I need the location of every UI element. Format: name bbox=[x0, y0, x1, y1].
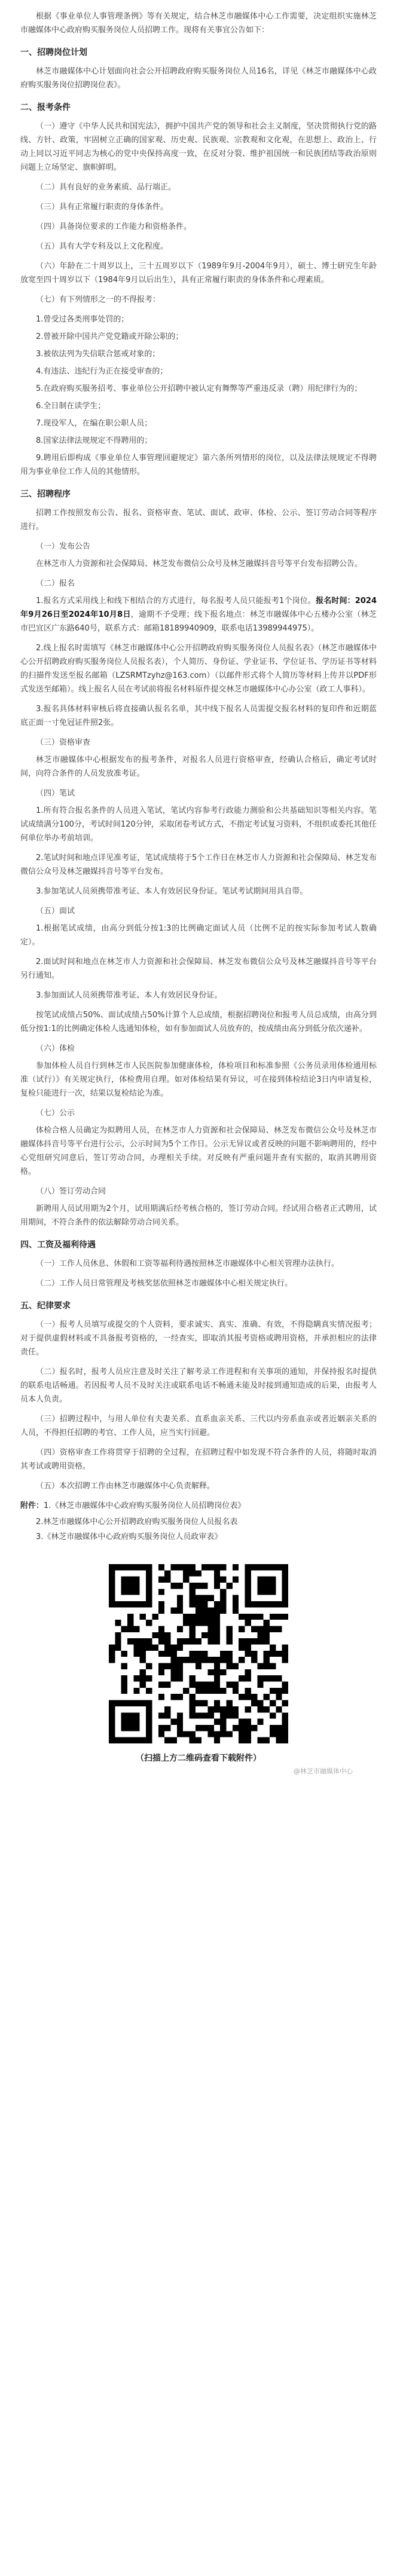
section bbox=[20, 100, 377, 479]
paragraph: （五）具有大学专科及以上文化程度。 bbox=[36, 242, 169, 251]
list-item: 1.曾受过各类刑事处罚的； bbox=[36, 315, 129, 324]
qr-code-icon[interactable] bbox=[109, 1564, 288, 1743]
section-heading: 三、招聘程序 bbox=[20, 489, 71, 499]
intro-paragraph: 根据《事业单位人事管理条例》等有关规定，结合林芝市融媒体中心工作需要，决定组织实施林芝市融媒体中心政府购买服务岗位人员招聘工作。现将有关事宜公告如下： bbox=[20, 12, 377, 35]
list-item: 6.全日制在读学生； bbox=[36, 402, 106, 411]
subheading: （五）面试 bbox=[36, 907, 75, 916]
section-heading: 五、纪律要求 bbox=[20, 1301, 71, 1311]
section-heading: 一、招聘岗位计划 bbox=[20, 48, 87, 57]
list-item: 8.国家法律法规规定不得聘用的； bbox=[36, 436, 152, 445]
sections bbox=[20, 45, 377, 1493]
qr-code-container bbox=[20, 1564, 377, 1743]
paragraph: （六）年龄在二十周岁以上，三十五周岁以下（1989年9月-2004年9月），硕士、博士研究生年龄放宽至四十周岁以下（1984年9月以后出生），具有正常履行职责的身体条件和心理素质。 bbox=[20, 262, 377, 284]
paragraph: （二）工作人员日常管理及考核奖惩依照林芝市融媒体中心相关规定执行。 bbox=[36, 1279, 293, 1288]
paragraph: 体检合格人员确定为拟聘用人员，在林芝市人力资源和社会保障局、林芝发布微信公众号及林芝市融媒体抖音号等平台进行公示，公示时间为5个工作日。公示无异议或者反映的问题不影响聘用的，经中心党组研究同意后，签订劳动合同，办理相关手续。对反映有严重问题并查有实据的，取消其聘用资格。 bbox=[20, 1126, 377, 1176]
paragraph-text: 1.报名方式采用线上和线下相结合的方式进行，每名报考人员只能报考1个岗位。 bbox=[36, 596, 316, 605]
intro bbox=[20, 10, 377, 37]
paragraph: 2.线上报名时需填写《林芝市融媒体中心公开招聘政府购买服务岗位人员报名表》（林芝市融媒体中心公开招聘政府购买服务岗位人员报名表），个人简历、身份证、学业证书、学位证书、学历证书等材料的扫描件发送至报名邮箱（LZSRMTzyhz@163.com）（以邮件形式将个人简历等材料上传并以PDF形式发送至邮箱）。线上报名人员在考试前将报名材料原件提交林芝市融媒体中心办公室（政工人事科）。 bbox=[20, 644, 377, 694]
attachments bbox=[20, 1499, 377, 1544]
list-item: 3.被依法列为失信联合惩戒对象的； bbox=[36, 350, 160, 359]
paragraph: （一）工作人员休息、休假和工资等福利待遇按照林芝市融媒体中心相关管理办法执行。 bbox=[36, 1259, 340, 1268]
paragraph: （一）遵守《中华人民共和国宪法》，拥护中国共产党的领导和社会主义制度，坚决贯彻执行党的路线、方针、政策，牢固树立正确的国家观、历史观、民族观、宗教观和文化观，在思想上、政治上、行动上同以习近平同志为核心的党中央保持高度一致，在反对分裂、维护祖国统一和民族团结等政治原则问题上立场坚定、旗帜鲜明。 bbox=[20, 122, 377, 172]
paragraph: 林芝市融媒体中心计划面向社会公开招聘政府购买服务岗位人员16名，详见《林芝市融媒体中心政府购买服务岗位招聘岗位表》。 bbox=[20, 67, 377, 90]
attachment-1[interactable]: 1.《林芝市融媒体中心政府购买服务岗位人员招聘岗位表》 bbox=[44, 1501, 246, 1510]
subheading: （七）公示 bbox=[36, 1109, 75, 1118]
paragraph: （一）报考人员填写或提交的个人资料，要求诚实、真实、准确、有效，不得隐瞒真实情况报考；对于提供虚假材料或不具备报考资格的，一经查实，即取消其报考资格或聘用资格，并承担相应的法律责任。 bbox=[20, 1320, 377, 1357]
attachments-label: 附件： bbox=[20, 1501, 44, 1510]
paragraph: （四）具备岗位要求的工作能力和资格条件。 bbox=[36, 222, 192, 231]
subheading: （二）报名 bbox=[36, 579, 75, 588]
paragraph: 3.报名具体材料审核后将直接确认报名名单，其中线下报名人员需提交报名材料的复印件和近期蓝底正面一寸免冠证件照2张。 bbox=[20, 705, 377, 727]
paragraph: （七）有下列情形之一的不得报考： bbox=[36, 295, 161, 304]
section bbox=[20, 45, 377, 92]
list-item: 7.现役军人，在编在职公职人员； bbox=[36, 419, 152, 428]
paragraph: 2.面试时间和地点在林芝市人力资源和社会保障局、林芝发布微信公众号及林芝融媒抖音号等平台另行通知。 bbox=[20, 957, 377, 980]
paragraph: 2.笔试时间和地点详见准考证，笔试成绩将于5个工作日在林芝市人力资源和社会保障局、林芝发布微信公众号及林芝融媒抖音号等平台发布。 bbox=[20, 853, 377, 876]
paragraph: 3.参加面试人员须携带准考证、本人有效居民身份证。 bbox=[36, 991, 222, 1000]
paragraph: 林芝市融媒体中心根据发布的报考条件，对报名人员进行资格审查，经确认合格后，确定考试时间，向符合条件的人员发放准考证。 bbox=[20, 755, 377, 778]
subheading: （一）发布公告 bbox=[36, 542, 91, 551]
paragraph: 招聘工作按照发布公告、报名、资格审查、笔试、面试、政审、体检、公示、签订劳动合同等程序进行。 bbox=[20, 509, 377, 531]
qr-caption: （扫描上方二维码查看下载附件） bbox=[136, 1754, 261, 1763]
subheading: （三）资格审查 bbox=[36, 738, 91, 747]
paragraph: 参加体检人员自行到林芝市人民医院参加健康体检，体检项目和标准参照《公务员录用体检通用标准（试行）》有关规定执行，体检费用自理。如对体检结果有异议，可在接到体检结论3日内申请复检，复检只能进行一次，结果以复检结论为准。 bbox=[20, 1061, 377, 1098]
registration-deadline: 报名时间：2024年9月26日至2024年10月8日 bbox=[20, 596, 377, 619]
paragraph: （三）招聘过程中，与用人单位有夫妻关系、直系血亲关系、三代以内旁系血亲或者近姻亲关系的人员，不得担任招聘的考官、工作人员，应当实行回避。 bbox=[20, 1415, 377, 1437]
list-item: 4.有违法、违纪行为正在接受审查的； bbox=[36, 367, 168, 376]
paragraph: （二）具有良好的业务素质、品行端正。 bbox=[36, 183, 176, 192]
paragraph: 按笔试成绩占50%、面试成绩占50%计算个人总成绩，根据招聘岗位和报考人员总成绩，由高分到低分按1:1的比例确定体检人选通知体检，如有参加面试人员放弃的，按成绩由高分到低分依次递补。 bbox=[20, 1011, 377, 1033]
watermark: @林芝市融媒体中心 bbox=[294, 1767, 353, 1775]
subheading: （六）体检 bbox=[36, 1044, 75, 1053]
attachment-3[interactable]: 3.《林芝市融媒体中心政府购买服务岗位人员政审表》 bbox=[36, 1532, 222, 1541]
paragraph-text: ，逾期不予受理；线下报名地点：林芝市融媒体中心五楼办公室（林芝市巴宜区广东路640号，联系方式：邮箱18189940909，联系电话13989944975）。 bbox=[20, 610, 377, 633]
paragraph: （五）本次招聘工作由林芝市融媒体中心负责解释。 bbox=[36, 1482, 215, 1491]
paragraph: 新聘用人员试用期为2个月，试用期满后经考核合格的，签订劳动合同。经试用合格者正式聘用，试用期间，不符合条件的依法解除劳动合同关系。 bbox=[20, 1204, 377, 1227]
paragraph: 1.所有符合报名条件的人员进入笔试，笔试内容参考行政能力测验和公共基础知识等相关内容。笔试成绩满分100分，考试时间120分钟，采取闭卷考试方式，不指定考试复习资料，不组织或委托其他任何单位举办考前培训。 bbox=[20, 806, 377, 843]
section bbox=[20, 1238, 377, 1290]
paragraph: （二）报名时，报考人员应注意及时关注了解考录工作进程和有关事项的通知，并保持报名时提供的联系电话畅通。若因报考人员不及时关注或联系电话不畅通未能及时接到通知造成的后果，由报考人员本人负责。 bbox=[20, 1367, 377, 1404]
section-heading: 二、报考条件 bbox=[20, 103, 71, 112]
section bbox=[20, 487, 377, 1229]
section bbox=[20, 1299, 377, 1493]
list-item: 9.聘用后即构成《事业单位人事管理回避规定》第六条所列情形的岗位，以及法律法规规定不得聘用为事业单位工作人员的其他情形。 bbox=[20, 454, 377, 476]
list-item: 2.曾被开除中国共产党党籍或开除公职的； bbox=[36, 332, 184, 341]
paragraph bbox=[20, 594, 377, 635]
subheading: （八）签订劳动合同 bbox=[36, 1187, 106, 1196]
paragraph: 在林芝市人力资源和社会保障局、林芝发布微信公众号及林芝融媒抖音号等平台发布招聘公告。 bbox=[36, 559, 363, 568]
list-item: 5.在政府购买服务招考、事业单位公开招聘中被认定有舞弊等严重违反录（聘）用纪律行为的； bbox=[36, 384, 362, 393]
paragraph: （四）资格审查工作将贯穿于招聘的全过程，在招聘过程中如发现不符合条件的人员，将随时取消其考试或聘用资格。 bbox=[20, 1448, 377, 1471]
paragraph: （三）具有正常履行职责的身体条件。 bbox=[36, 203, 169, 212]
paragraph: 1.根据笔试成绩，由高分到低分按1:3的比例确定面试人员（比例不足的按实际参加考试人数确定）。 bbox=[20, 924, 377, 947]
subheading: （四）笔试 bbox=[36, 789, 75, 798]
section-heading: 四、工资及福利待遇 bbox=[20, 1240, 96, 1250]
paragraph: 3.参加笔试人员须携带准考证、本人有效居民身份证。笔试考试期间用具自带。 bbox=[36, 887, 308, 896]
attachment-2[interactable]: 2.林芝市融媒体中心公开招聘政府购买服务岗位人员报名表 bbox=[36, 1518, 238, 1526]
